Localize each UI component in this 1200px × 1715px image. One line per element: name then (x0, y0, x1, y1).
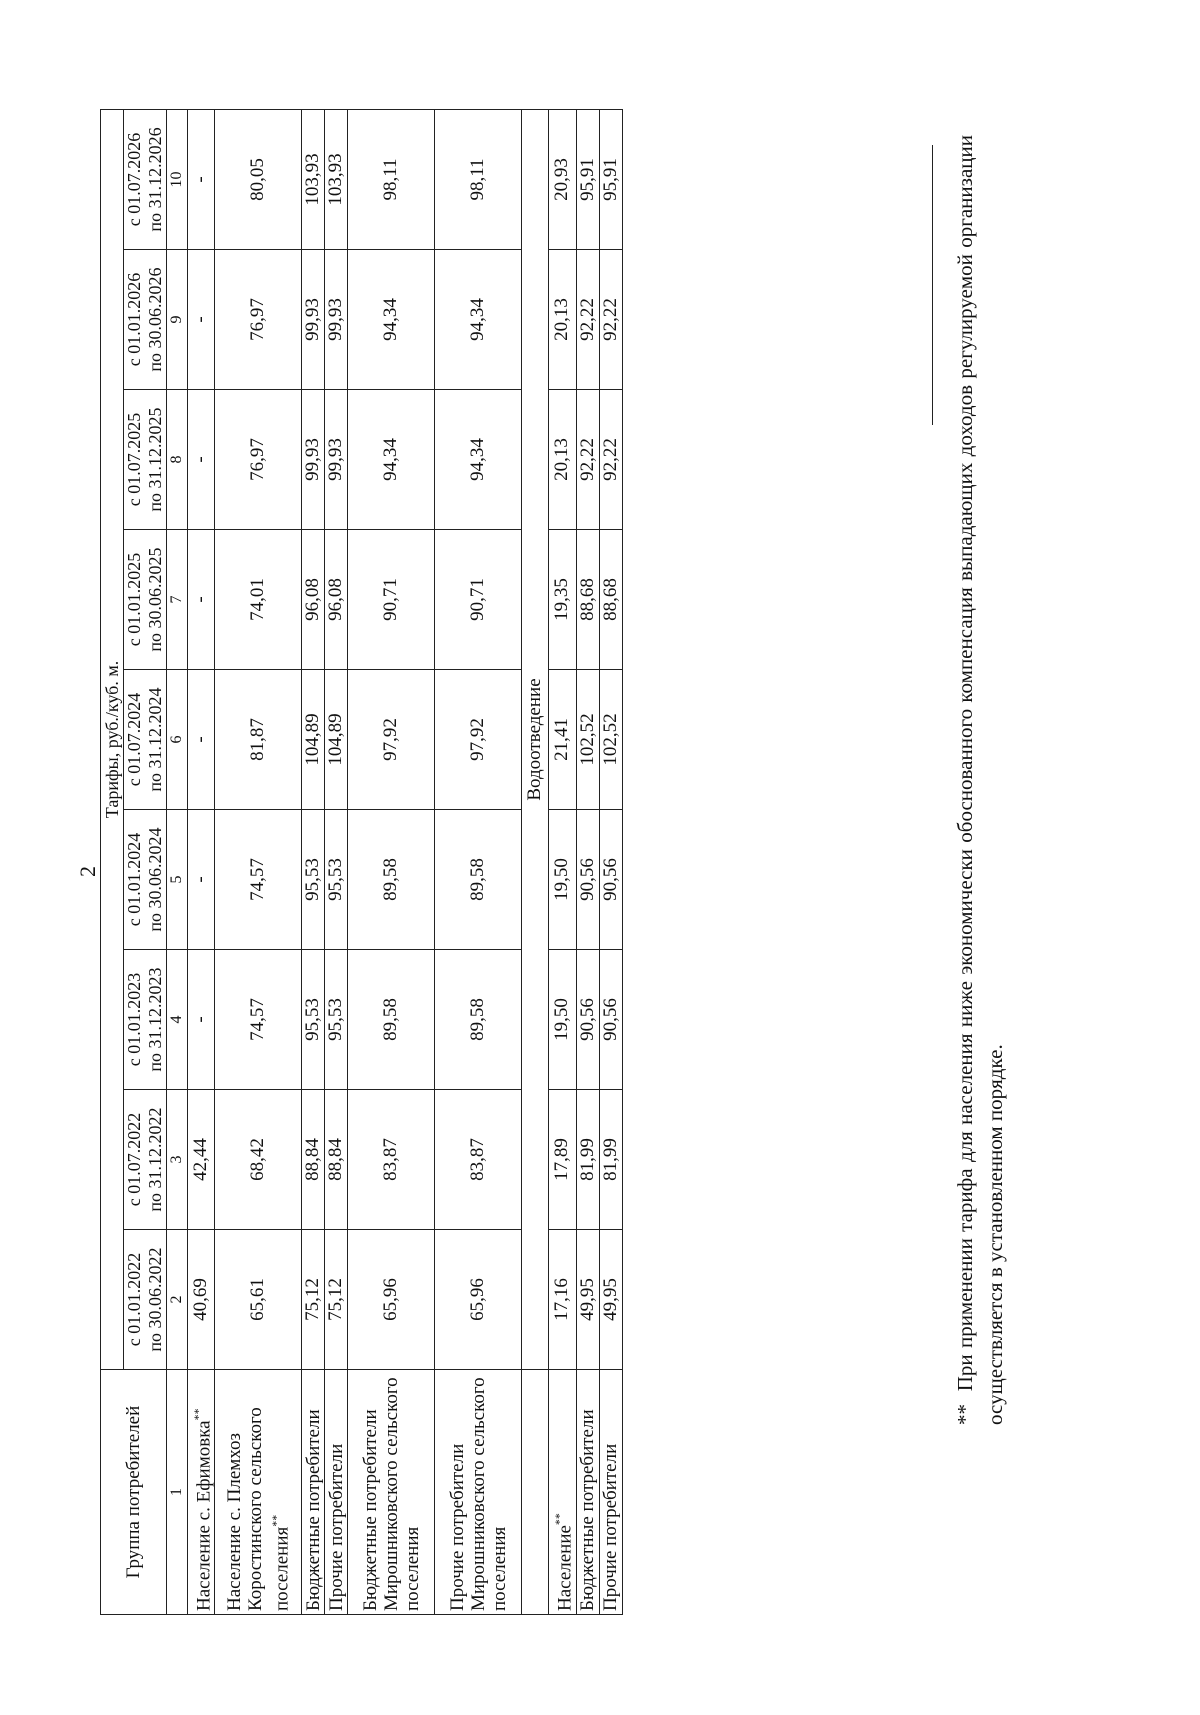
period-to: по 31.12.2023 (145, 967, 165, 1072)
tariff-value: 80,05 (215, 109, 302, 249)
period-from: с 01.07.2025 (124, 412, 144, 507)
tariff-value: 94,34 (348, 250, 435, 390)
table-row (549, 109, 576, 1614)
period-to: по 30.06.2024 (145, 827, 165, 932)
tariff-value: - (188, 109, 215, 249)
period-from: с 01.07.2022 (124, 1112, 144, 1207)
footnote-reference: ** (269, 1514, 284, 1527)
tariff-value: 94,34 (348, 390, 435, 530)
tariff-value: 74,01 (215, 530, 302, 670)
footnote-text: При применении тарифа для населения ниже экономически обоснованного компенсация выпадающих доходов регулируемой организации осуществляется в установленном порядке. (953, 135, 1007, 1425)
tariff-value: 95,53 (325, 810, 348, 950)
period-header (124, 390, 167, 530)
tariff-value: 95,91 (599, 109, 622, 249)
tariff-value: 88,68 (599, 530, 622, 670)
period-from: с 01.01.2024 (124, 832, 144, 927)
tariff-value: 88,68 (576, 530, 599, 670)
tariff-value: 90,56 (599, 950, 622, 1090)
footnote (950, 135, 1010, 1425)
tariff-value: 99,93 (325, 250, 348, 390)
tariff-value: 102,52 (599, 670, 622, 810)
tariff-value: - (188, 810, 215, 950)
footnote-reference: ** (552, 1513, 567, 1526)
column-number: 4 (167, 950, 188, 1090)
tariff-value: 75,12 (302, 1230, 325, 1370)
tariff-value: 102,52 (576, 670, 599, 810)
period-header (124, 109, 167, 249)
section-title: Водоотведение (522, 109, 549, 1369)
consumer-group-label (549, 1370, 576, 1615)
period-header (124, 1090, 167, 1230)
table-row (435, 109, 522, 1614)
column-number: 8 (167, 390, 188, 530)
column-number: 3 (167, 1090, 188, 1230)
tariff-value: 98,11 (348, 109, 435, 249)
table-row (188, 109, 215, 1614)
tariff-value: 89,58 (435, 950, 522, 1090)
consumer-group-label (348, 1370, 435, 1615)
column-number: 7 (167, 530, 188, 670)
tariff-value: 75,12 (325, 1230, 348, 1370)
column-number: 2 (167, 1230, 188, 1370)
tariff-header: Тарифы, руб./куб. м. (101, 109, 124, 1369)
period-to: по 30.06.2026 (145, 267, 165, 372)
consumer-group-label (599, 1370, 622, 1615)
period-header (124, 250, 167, 390)
tariff-value: 65,61 (215, 1230, 302, 1370)
wastewater-section (522, 109, 622, 1614)
tariff-value: - (188, 950, 215, 1090)
consumer-group-text: Население (554, 1525, 576, 1611)
consumer-group-text: Прочие потребители Мирошниковского сельского поселения (446, 1377, 510, 1611)
period-from: с 01.01.2025 (124, 552, 144, 647)
consumer-group-label (215, 1370, 302, 1615)
tariff-value: - (188, 250, 215, 390)
tariff-value: 88,84 (302, 1090, 325, 1230)
period-header (124, 950, 167, 1090)
tariff-value: 20,13 (549, 250, 576, 390)
tariff-value: 99,93 (325, 390, 348, 530)
tariff-value: 95,91 (576, 109, 599, 249)
tariff-value: 94,34 (435, 250, 522, 390)
tariff-value: 65,96 (435, 1230, 522, 1370)
tariff-value: 90,71 (348, 530, 435, 670)
tariff-value: 96,08 (325, 530, 348, 670)
tariff-value: 103,93 (302, 109, 325, 249)
footnote-reference: ** (191, 1408, 205, 1421)
tariff-value: 42,44 (188, 1090, 215, 1230)
consumer-group-label (435, 1370, 522, 1615)
tariff-value: 81,87 (215, 670, 302, 810)
tariff-value: 49,95 (576, 1230, 599, 1370)
tariff-value: 92,22 (576, 390, 599, 530)
consumer-group-label (188, 1370, 215, 1615)
period-header (124, 1230, 167, 1370)
tariff-value: 90,56 (576, 950, 599, 1090)
tariff-table (100, 109, 623, 1615)
consumer-group-label (302, 1370, 325, 1615)
period-from: с 01.01.2023 (124, 972, 144, 1067)
group-header: Группа потребителей (101, 1370, 167, 1615)
tariff-value: 20,13 (549, 390, 576, 530)
tariff-value: 49,95 (599, 1230, 622, 1370)
consumer-group-text: Бюджетные потребители (302, 1409, 324, 1611)
tariff-value: 104,89 (325, 670, 348, 810)
tariff-value: 97,92 (348, 670, 435, 810)
tariff-value: 99,93 (302, 250, 325, 390)
tariff-value: 65,96 (348, 1230, 435, 1370)
period-to: по 31.12.2022 (145, 1107, 165, 1212)
tariff-value: - (188, 530, 215, 670)
tariff-value: 76,97 (215, 250, 302, 390)
tariff-value: 90,56 (599, 810, 622, 950)
tariff-value: 95,53 (302, 950, 325, 1090)
tariff-value: 94,34 (435, 390, 522, 530)
page-number: 2 (75, 866, 100, 877)
tariff-value: - (188, 390, 215, 530)
tariff-value: 68,42 (215, 1090, 302, 1230)
footnote-divider (932, 145, 933, 425)
period-from: с 01.01.2026 (124, 272, 144, 367)
tariff-value: 21,41 (549, 670, 576, 810)
column-number: 9 (167, 250, 188, 390)
period-from: с 01.07.2024 (124, 692, 144, 787)
footnote-mark: ** (953, 1404, 977, 1425)
period-header (124, 670, 167, 810)
tariff-value: 92,22 (599, 250, 622, 390)
tariff-value: 81,99 (576, 1090, 599, 1230)
period-to: по 31.12.2024 (145, 687, 165, 792)
tariff-value: 17,89 (549, 1090, 576, 1230)
tariff-value: 74,57 (215, 950, 302, 1090)
table-row (215, 109, 302, 1614)
period-to: по 30.06.2022 (145, 1247, 165, 1352)
section-title-row (522, 109, 549, 1614)
tariff-value: 90,56 (576, 810, 599, 950)
tariff-value: 97,92 (435, 670, 522, 810)
column-number-row (167, 109, 188, 1614)
column-number: 1 (167, 1370, 188, 1615)
water-supply-rows (188, 109, 522, 1614)
tariff-value: 76,97 (215, 390, 302, 530)
consumer-group-text: Бюджетные потребители Мирошниковского сельского поселения (359, 1377, 423, 1611)
tariff-value: 89,58 (348, 950, 435, 1090)
tariff-value: 99,93 (302, 390, 325, 530)
consumer-group-text: Бюджетные потребители (577, 1409, 599, 1611)
tariff-value: 40,69 (188, 1230, 215, 1370)
tariff-value: 19,35 (549, 530, 576, 670)
tariff-value: 98,11 (435, 109, 522, 249)
table-row (599, 109, 622, 1614)
tariff-value: 83,87 (348, 1090, 435, 1230)
period-from: с 01.07.2026 (124, 132, 144, 227)
period-header (124, 810, 167, 950)
column-number: 6 (167, 670, 188, 810)
tariff-value: 90,71 (435, 530, 522, 670)
tariff-value: 81,99 (599, 1090, 622, 1230)
consumer-group-label (325, 1370, 348, 1615)
tariff-value: 89,58 (348, 810, 435, 950)
consumer-group-label (576, 1370, 599, 1615)
tariff-value: 92,22 (576, 250, 599, 390)
table-row (348, 109, 435, 1614)
tariff-value: 19,50 (549, 950, 576, 1090)
consumer-group-text: Прочие потребители (325, 1443, 347, 1611)
column-number: 10 (167, 109, 188, 249)
tariff-value: 95,53 (302, 810, 325, 950)
table-row (325, 109, 348, 1614)
tariff-value: 92,22 (599, 390, 622, 530)
period-to: по 31.12.2025 (145, 407, 165, 512)
tariff-value: 103,93 (325, 109, 348, 249)
tariff-value: 95,53 (325, 950, 348, 1090)
consumer-group-text: Население с. Племхоз Коростинского сельского поселения (224, 1407, 293, 1611)
tariff-value: 83,87 (435, 1090, 522, 1230)
tariff-value: 104,89 (302, 670, 325, 810)
tariff-value: 20,93 (549, 109, 576, 249)
period-header (124, 530, 167, 670)
period-from: с 01.01.2022 (124, 1252, 144, 1347)
period-to: по 30.06.2025 (145, 547, 165, 652)
column-number: 5 (167, 810, 188, 950)
tariff-value: 88,84 (325, 1090, 348, 1230)
tariff-value: 89,58 (435, 810, 522, 950)
consumer-group-text: Прочие потребители (600, 1443, 622, 1611)
table-row (302, 109, 325, 1614)
table-row (576, 109, 599, 1614)
tariff-value: 19,50 (549, 810, 576, 950)
tariff-value: - (188, 670, 215, 810)
period-to: по 31.12.2026 (145, 127, 165, 232)
consumer-group-text: Население с. Ефимовка (193, 1420, 215, 1611)
tariff-value: 96,08 (302, 530, 325, 670)
tariff-value: 17,16 (549, 1230, 576, 1370)
tariff-value: 74,57 (215, 810, 302, 950)
